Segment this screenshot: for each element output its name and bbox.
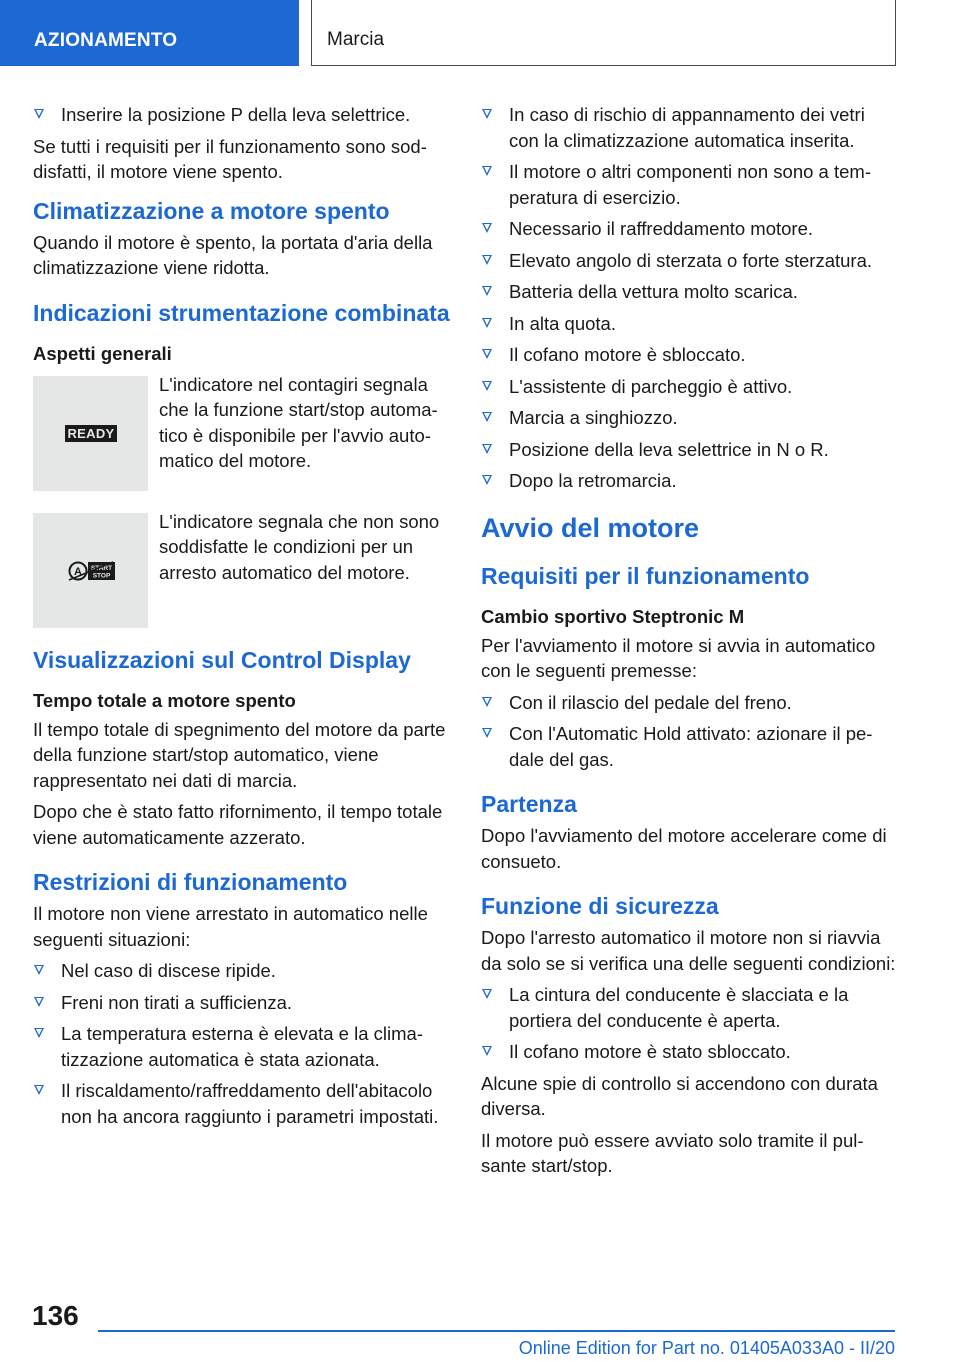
list-item: Il motore o altri componenti non sono a temperatura di esercizio. — [481, 159, 899, 210]
paragraph: Dopo l'arresto automatico il motore non si riavvia da solo se si verifica una delle seguenti condizioni: — [481, 927, 896, 974]
list-item: In alta quota. — [481, 311, 899, 337]
list-item: Marcia a singhiozzo. — [481, 405, 899, 431]
page-number: 136 — [32, 1300, 79, 1331]
paragraph: Quando il motore è spento, la portata d'aria della climatizzazione viene ridotta. — [33, 231, 433, 278]
heading-requisiti: Requisiti per il funzionamento — [481, 562, 810, 589]
list-item: Freni non tirati a sufficienza. — [33, 990, 451, 1016]
triangle-bullet-icon — [482, 255, 492, 265]
paragraph: Il motore può essere avviato solo tramite il pulsante start/stop. — [481, 1129, 864, 1176]
heading-restrizioni: Restrizioni di funzionamento — [33, 869, 348, 895]
footer-divider — [98, 1330, 895, 1332]
triangle-bullet-icon — [482, 286, 492, 296]
triangle-bullet-icon — [482, 349, 492, 359]
ready-indicator-image — [33, 376, 148, 491]
footer-edition: Online Edition for Part no. 01405A033A0 - II/20 — [518, 1338, 895, 1358]
triangle-bullet-icon — [34, 1028, 44, 1038]
indicator-start-stop-off — [33, 509, 451, 628]
right-column — [481, 102, 899, 1185]
indicator-ready — [33, 372, 451, 491]
triangle-bullet-icon — [34, 1085, 44, 1095]
paragraph: Se tutti i requisiti per il funzionamento sono soddisfatti, il motore viene spento. — [33, 135, 427, 182]
subheading-tempo-totale: Tempo totale a motore spento — [33, 689, 296, 711]
heading-partenza: Partenza — [481, 791, 577, 817]
paragraph: Il motore non viene arrestato in automatico nelle seguenti situazioni: — [33, 903, 428, 950]
list-item: Posizione della leva selettrice in N o R. — [481, 437, 899, 463]
section-tab: AZIONAMENTO — [0, 0, 299, 66]
subheading-aspetti-generali: Aspetti generali — [33, 342, 172, 364]
subheading-cambio-sportivo: Cambio sportivo Steptronic M — [481, 605, 745, 627]
list-item: Necessario il raffreddamento motore. — [481, 216, 899, 242]
triangle-bullet-icon — [482, 989, 492, 999]
heading-visualizzazioni: Visualizzazioni sul Control Display — [33, 646, 411, 673]
list-item: Inserire la posizione P della leva selettrice. — [33, 102, 451, 128]
list-item: Dopo la retromarcia. — [481, 468, 899, 494]
ready-icon: READY — [65, 425, 117, 442]
triangle-bullet-icon — [482, 318, 492, 328]
heading-avvio-motore: Avvio del motore — [481, 512, 700, 543]
paragraph: Dopo l'avviamento del motore accelerare come di consueto. — [481, 825, 887, 872]
list-item: Batteria della vettura molto scarica. — [481, 279, 899, 305]
start-stop-indicator-image — [33, 513, 148, 628]
indicator-description: L'indicatore nel contagiri segnala che la funzione start/stop automatico è disponibile per l'avvio automatico del motore. — [159, 373, 438, 471]
heading-sicurezza: Funzione di sicurezza — [481, 893, 719, 919]
triangle-bullet-icon — [482, 728, 492, 738]
list-item: Il cofano motore è stato sbloccato. — [481, 1039, 899, 1065]
svg-text:START: START — [90, 564, 113, 572]
triangle-bullet-icon — [482, 697, 492, 707]
list-item: La cintura del conducente è slacciata e la portiera del conducente è aperta. — [481, 982, 899, 1033]
auto-start-stop-off-icon — [67, 560, 117, 582]
list-item: La temperatura esterna è elevata e la climatizzazione automatica è stata azionata. — [33, 1021, 451, 1072]
paragraph: Per l'avviamento il motore si avvia in automatico con le seguenti premesse: — [481, 634, 876, 681]
triangle-bullet-icon — [482, 1046, 492, 1056]
list-item: In caso di rischio di appannamento dei vetri con la climatizzazione automatica inserita. — [481, 102, 899, 153]
list-item: Il riscaldamento/raffreddamento dell'abitacolo non ha ancora raggiunto i parametri impostati. — [33, 1078, 451, 1129]
triangle-bullet-icon — [34, 109, 44, 119]
paragraph: Il tempo totale di spegnimento del motore da parte della funzione start/stop automatico, viene rappresentato nei dati di marcia. — [33, 718, 446, 791]
triangle-bullet-icon — [482, 444, 492, 454]
triangle-bullet-icon — [34, 997, 44, 1007]
paragraph: Alcune spie di controllo si accendono con durata diversa. — [481, 1072, 878, 1119]
chapter-title: Marcia — [311, 0, 896, 66]
svg-text:A: A — [74, 565, 82, 578]
heading-indicazioni: Indicazioni strumentazione combinata — [33, 299, 450, 326]
list-item: Con il rilascio del pedale del freno. — [481, 690, 899, 716]
triangle-bullet-icon — [482, 166, 492, 176]
paragraph: Dopo che è stato fatto rifornimento, il tempo totale viene automaticamente azzerato. — [33, 801, 443, 848]
heading-climatizzazione: Climatizzazione a motore spento — [33, 197, 390, 224]
list-item: L'assistente di parcheggio è attivo. — [481, 374, 899, 400]
list-item: Nel caso di discese ripide. — [33, 958, 451, 984]
triangle-bullet-icon — [482, 475, 492, 485]
list-item: Il cofano motore è sbloccato. — [481, 342, 899, 368]
triangle-bullet-icon — [482, 381, 492, 391]
left-column — [33, 102, 451, 1135]
indicator-description: L'indicatore segnala che non sono soddisfatte le condizioni per un arresto automatico del motore. — [159, 510, 440, 583]
list-item: Con l'Automatic Hold attivato: azionare il pedale del gas. — [481, 721, 899, 772]
triangle-bullet-icon — [34, 965, 44, 975]
svg-text:STOP: STOP — [92, 572, 111, 579]
triangle-bullet-icon — [482, 223, 492, 233]
triangle-bullet-icon — [482, 412, 492, 422]
list-item: Elevato angolo di sterzata o forte sterzatura. — [481, 248, 899, 274]
triangle-bullet-icon — [482, 109, 492, 119]
